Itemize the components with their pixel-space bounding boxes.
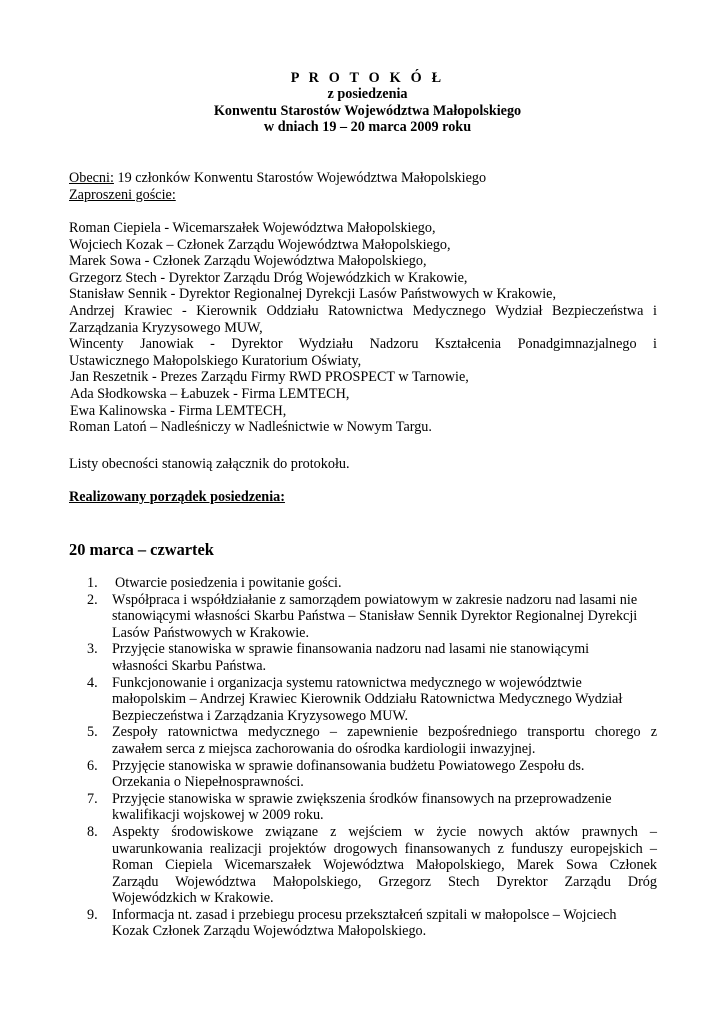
agenda-item-number: 9. — [87, 906, 98, 923]
agenda-item-text — [112, 907, 657, 940]
agenda-heading-block — [69, 489, 657, 506]
document-title: P R O T O K Ó Ł — [290, 70, 445, 86]
agenda-item-line: Funkcjonowanie i organizacja systemu ratownictwa medycznego w województwie — [112, 674, 582, 691]
agenda-item-text — [112, 575, 657, 592]
agenda-item — [87, 575, 657, 592]
guest-item: Jan Reszetnik - Prezes Zarządu Firmy RWD PROSPECT w Tarnowie, — [70, 369, 469, 386]
guest-item: Roman Ciepiela - Wicemarszałek Województwa Małopolskiego, — [69, 220, 436, 236]
agenda-item-number: 1. — [87, 575, 98, 591]
agenda-item-line: Przyjęcie stanowiska w sprawie dofinansowania budżetu Powiatowego Zespołu ds. — [112, 757, 585, 774]
guests-label-line — [69, 187, 657, 204]
present-label: Obecni: — [69, 170, 114, 186]
guest-item: Grzegorz Stech - Dyrektor Zarządu Dróg Wojewódzkich w Krakowie, — [69, 269, 468, 286]
agenda-item-line: Roman Ciepiela Wicemarszałek Województwa Małopolskiego, Marek Sowa Członek — [112, 857, 657, 874]
guest-item: Roman Latoń – Nadleśniczy w Nadleśnictwie w Nowym Targu. — [69, 419, 432, 436]
agenda-item-line: stanowiącymi własności Skarbu Państwa – Stanisław Sennik Dyrektor Regionalnej Dyrekcji — [112, 608, 638, 625]
guest-item: Wincenty Janowiak - Dyrektor Wydziału Nadzoru Kształcenia Ponadgimnazjalnego i — [69, 336, 657, 353]
agenda-item-line: Lasów Państwowych w Krakowie. — [112, 624, 310, 641]
agenda-item-number: 8. — [87, 823, 98, 840]
agenda-item-text — [112, 824, 657, 907]
agenda-item-line: uwarunkowania realizacji projektów drogowych finansowanych z funduszy europejskich – — [112, 840, 657, 857]
agenda-item-line: Wojewódzkich w Krakowie. — [112, 890, 274, 907]
guest-item: Ada Słodkowska – Łabuzek - Firma LEMTECH, — [70, 385, 350, 402]
header-body-name: Konwentu Starostów Województwa Małopolskiego — [213, 102, 522, 119]
document-header — [0, 70, 725, 136]
agenda-item-line: Kozak Członek Zarządu Województwa Małopolskiego. — [112, 923, 427, 940]
agenda-item-text — [112, 675, 657, 725]
agenda-item-number: 3. — [87, 641, 98, 658]
agenda-item-text — [112, 641, 657, 674]
agenda-item-text — [112, 791, 657, 824]
guest-item: Marek Sowa - Członek Zarządu Województwa Małopolskiego, — [69, 253, 427, 270]
agenda-item-line: Otwarcie posiedzenia i powitanie gości. — [115, 575, 342, 591]
agenda-item — [87, 675, 657, 725]
agenda-item-line: zawałem serca z miejsca zachorowania do ośrodka kardiologii inwazyjnej. — [112, 740, 536, 757]
agenda-item-text — [112, 724, 657, 757]
agenda-item-number: 6. — [87, 757, 98, 774]
agenda-item-line: małopolskim – Andrzej Krawiec Kierownik Oddziału Ratownictwa Medycznego Wydział — [112, 691, 623, 708]
header-subtitle: z posiedzenia — [327, 86, 408, 103]
agenda-item-text — [112, 592, 657, 642]
guest-list — [69, 220, 657, 436]
agenda-item-line: własności Skarbu Państwa. — [112, 657, 267, 674]
agenda-item — [87, 758, 657, 791]
agenda-item — [87, 791, 657, 824]
header-dates: w dniach 19 – 20 marca 2009 roku — [263, 119, 472, 136]
agenda-item-line: Zespoły ratownictwa medycznego – zapewnienie bezpośredniego transportu chorego z — [112, 724, 657, 741]
attendance-note-text: Listy obecności stanowią załącznik do protokołu. — [69, 456, 350, 472]
guest-item-continued: Zarządzania Kryzysowego MUW, — [69, 319, 263, 336]
agenda-item-number: 7. — [87, 790, 98, 807]
agenda-item-line: Zarządu Województwa Małopolskiego, Grzegorz Stech Dyrektor Zarządu Dróg — [112, 873, 657, 890]
guest-item: Andrzej Krawiec - Kierownik Oddziału Ratownictwa Medycznego Wydział Bezpieczeństwa i — [69, 302, 657, 319]
attendance-section — [69, 170, 657, 203]
agenda-item-line: Informacja nt. zasad i przebiegu procesu przekształceń szpitali w małopolsce – Wojciech — [112, 906, 617, 923]
agenda-item — [87, 907, 657, 940]
guests-label: Zaproszeni goście: — [69, 186, 176, 203]
agenda-item-line: kwalifikacji wojskowej w 2009 roku. — [112, 807, 324, 824]
agenda-item-line: Przyjęcie stanowiska w sprawie zwiększenia środków finansowych na przeprowadzenie — [112, 790, 612, 807]
agenda-list — [87, 575, 657, 940]
guest-item-continued: Ustawicznego Małopolskiego Kuratorium Oświaty, — [69, 352, 362, 369]
present-line — [69, 170, 657, 187]
agenda-item — [87, 641, 657, 674]
guest-item: Wojciech Kozak – Członek Zarządu Województwa Małopolskiego, — [69, 236, 451, 253]
guest-item: Stanisław Sennik - Dyrektor Regionalnej Dyrekcji Lasów Państwowych w Krakowie, — [69, 286, 557, 303]
day-heading: 20 marca – czwartek — [69, 540, 214, 559]
agenda-item-number: 2. — [87, 591, 98, 608]
agenda-item-line: Przyjęcie stanowiska w sprawie finansowania nadzoru nad lasami nie stanowiącymi — [112, 641, 590, 658]
agenda-item-line: Współpraca i współdziałanie z samorządem powiatowym w zakresie nadzoru nad lasami nie — [112, 591, 638, 608]
attendance-note — [69, 456, 657, 473]
agenda-item-number: 4. — [87, 674, 98, 691]
agenda-item-number: 5. — [87, 724, 98, 741]
agenda-item-line: Bezpieczeństwa i Zarządzania Kryzysowego MUW. — [112, 707, 409, 724]
guest-item: Ewa Kalinowska - Firma LEMTECH, — [70, 402, 287, 419]
agenda-item-line: Aspekty środowiskowe związane z wejściem w życie nowych aktów prawnych – — [112, 823, 657, 840]
agenda-item — [87, 824, 657, 907]
agenda-item — [87, 592, 657, 642]
present-text: 19 członków Konwentu Starostów Województwa Małopolskiego — [113, 170, 487, 186]
agenda-item — [87, 724, 657, 757]
agenda-item-text — [112, 758, 657, 791]
agenda-item-line: Orzekania o Niepełnosprawności. — [112, 774, 304, 791]
agenda-heading: Realizowany porządek posiedzenia: — [69, 489, 285, 505]
